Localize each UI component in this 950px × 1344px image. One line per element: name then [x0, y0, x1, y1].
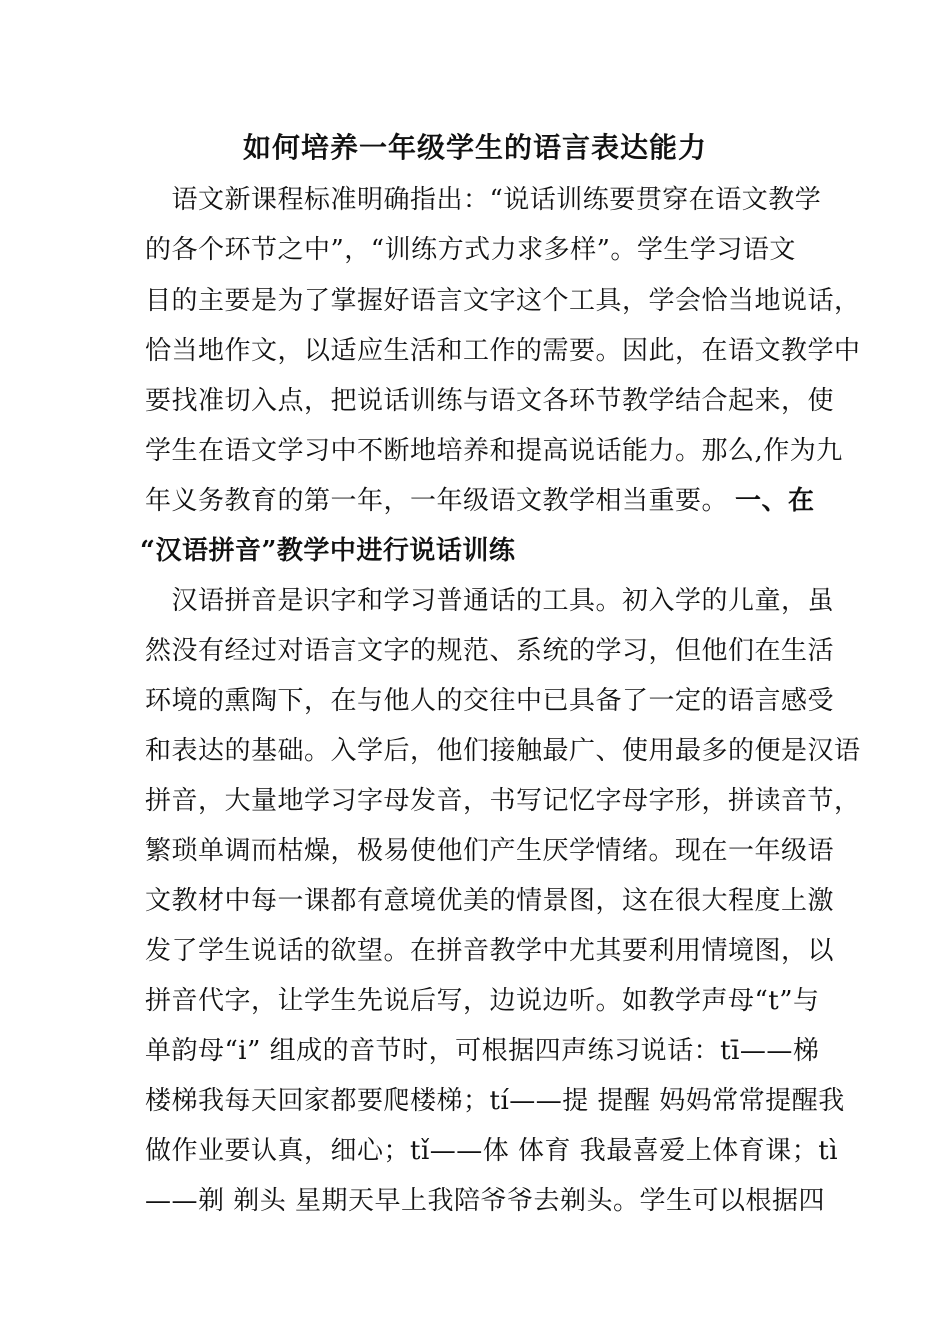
text-line-9: 汉语拼音是识字和学习普通话的工具。初入学的儿童，虽 [145, 586, 835, 616]
text-line-19: 楼梯我每天回家都要爬楼梯；tí——提 提醒 妈妈常常提醒我 [145, 1086, 845, 1116]
text-line-10: 然没有经过对语言文字的规范、系统的学习，但他们在生活 [145, 636, 835, 666]
text-line-16: 发了学生说话的欲望。在拼音教学中尤其要利用情境图，以 [145, 936, 835, 966]
text-line-12: 和表达的基础。入学后，他们接触最广、使用最多的便是汉语 [145, 736, 861, 766]
section-heading: “汉语拼音”教学中进行说话训练 [140, 536, 516, 566]
text-line-15: 文教材中每一课都有意境优美的情景图，这在很大程度上激 [145, 886, 835, 916]
text-line-3: 目的主要是为了掌握好语言文字这个工具，学会恰当地说话， [145, 286, 861, 316]
text-line-21: ——剃 剃头 星期天早上我陪爷爷去剃头。学生可以根据四 [145, 1186, 826, 1216]
text-line-7-body: 年义务教育的第一年，一年级语文教学相当重要。 [145, 486, 729, 516]
text-line-18: 单韵母“i” 组成的音节时，可根据四声练习说话：tī——梯 [145, 1036, 820, 1066]
text-line-4: 恰当地作文，以适应生活和工作的需要。因此，在语文教学中 [145, 336, 861, 366]
text-line-17: 拼音代字，让学生先说后写，边说边听。如教学声母“t”与 [145, 986, 820, 1016]
text-line-2: 的各个环节之中”，“训练方式力求多样”。学生学习语文 [145, 235, 796, 265]
text-line-20: 做作业要认真，细心；tǐ——体 体育 我最喜爱上体育课；tì [145, 1136, 839, 1166]
text-line-6: 学生在语文学习中不断地培养和提高说话能力。那么,作为九 [145, 436, 843, 466]
text-line-14: 繁琐单调而枯燥，极易使他们产生厌学情绪。现在一年级语 [145, 836, 835, 866]
text-line-13: 拼音，大量地学习字母发音，书写记忆字母字形，拼读音节， [145, 786, 861, 816]
text-line-5: 要找准切入点，把说话训练与语文各环节教学结合起来，使 [145, 386, 835, 416]
text-line-11: 环境的熏陶下，在与他人的交往中已具备了一定的语言感受 [145, 686, 835, 716]
text-line-1: 语文新课程标准明确指出：“说话训练要贯穿在语文教学 [145, 185, 822, 215]
document-title: 如何培养一年级学生的语言表达能力 [242, 131, 707, 164]
text-line-7 [145, 483, 815, 519]
section-heading-start: 一、在 [735, 486, 815, 516]
